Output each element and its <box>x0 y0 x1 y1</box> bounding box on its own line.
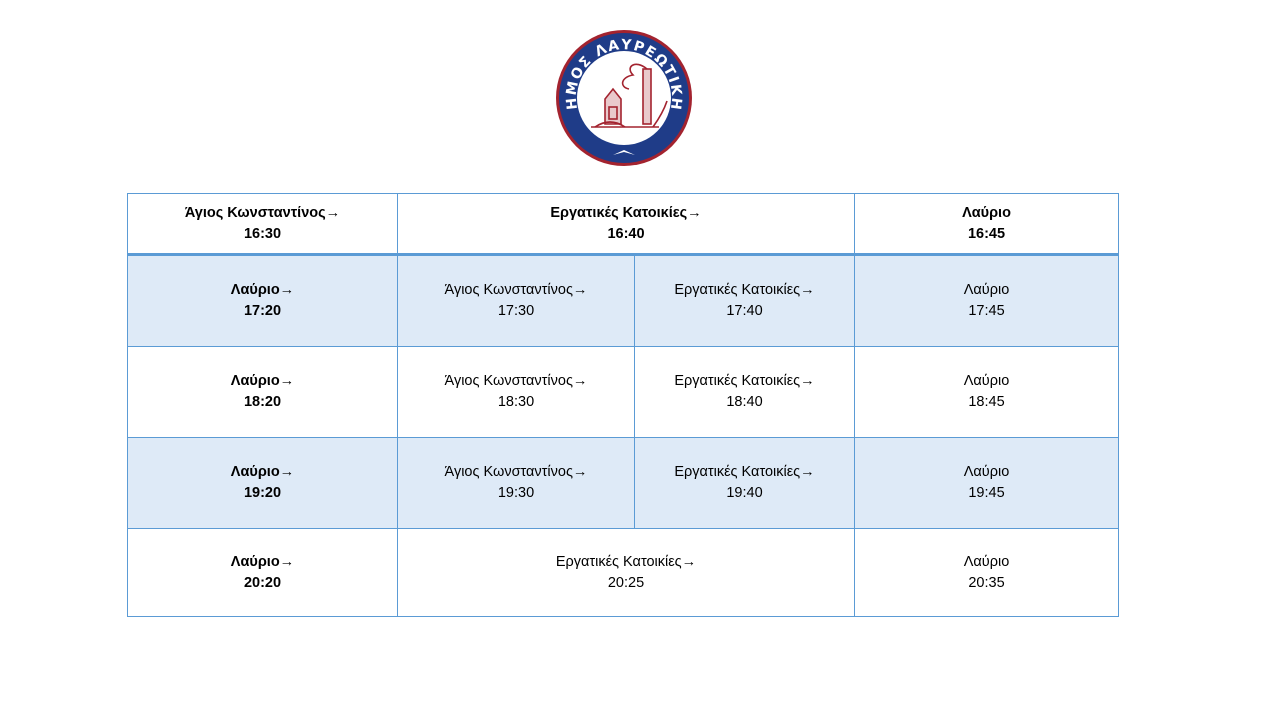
table-cell <box>855 255 1119 347</box>
stop-name: Άγιος Κωνσταντίνος→ <box>444 464 588 480</box>
departure-time: 16:45 <box>967 225 1006 242</box>
table-row <box>128 347 1119 438</box>
departure-time: 19:45 <box>968 485 1005 501</box>
table-cell <box>855 438 1119 529</box>
stop-name: Λαύριο <box>963 553 1010 570</box>
stop-name: Λαύριο <box>963 373 1010 389</box>
departure-time: 17:30 <box>497 303 535 319</box>
table-cell <box>398 438 635 529</box>
header-cell <box>855 194 1119 255</box>
stop-name: Εργατικές Κατοικίες→ <box>674 464 815 480</box>
stop-name: Λαύριο <box>963 282 1010 298</box>
table-cell <box>398 529 855 617</box>
seal-icon <box>555 29 693 167</box>
table-cell <box>128 529 398 617</box>
departure-time: 20:20 <box>243 574 282 591</box>
departure-time: 17:20 <box>243 303 282 319</box>
header-cell <box>128 194 398 255</box>
stop-name: Λαύριο→ <box>230 282 295 298</box>
stop-name: Άγιος Κωνσταντίνος→ <box>444 282 588 298</box>
svg-text:ΔΗΜΟΣ ΛΑΥΡΕΩΤΙΚΗΣ: ΗΜΟΣ ΛΑΥΡΕΩΤΙΚΗ <box>563 37 685 113</box>
stop-name: Λαύριο→ <box>230 464 295 480</box>
departure-time: 20:35 <box>968 574 1005 591</box>
table-cell <box>128 438 398 529</box>
table-cell <box>128 347 398 438</box>
bus-schedule-table <box>127 193 1119 617</box>
departure-time: 18:20 <box>243 394 282 410</box>
stop-name: Άγιος Κωνσταντίνος→ <box>444 373 588 389</box>
stop-name: Λαύριο→ <box>230 373 295 389</box>
departure-time: 17:45 <box>968 303 1005 319</box>
table-cell <box>635 347 855 438</box>
stop-name: Εργατικές Κατοικίες→ <box>555 553 697 570</box>
table-cell <box>855 347 1119 438</box>
table-cell <box>635 255 855 347</box>
stop-name: Εργατικές Κατοικίες→ <box>674 373 815 389</box>
table-row <box>128 529 1119 617</box>
table-cell <box>635 438 855 529</box>
header-cell <box>398 194 855 255</box>
stop-name: Λαύριο→ <box>230 553 295 570</box>
stop-name: Άγιος Κωνσταντίνος→ <box>184 204 341 221</box>
table-cell <box>128 255 398 347</box>
departure-time: 20:25 <box>607 574 645 591</box>
departure-time: 18:40 <box>726 394 763 410</box>
table-cell <box>398 255 635 347</box>
table-row <box>128 438 1119 529</box>
municipality-seal <box>555 29 693 167</box>
departure-time: 19:30 <box>497 485 535 501</box>
stop-name: Εργατικές Κατοικίες→ <box>550 204 702 221</box>
departure-time: 19:40 <box>726 485 763 501</box>
departure-time: 19:20 <box>243 485 282 501</box>
table-cell <box>855 529 1119 617</box>
departure-time: 16:30 <box>243 225 282 242</box>
departure-time: 18:45 <box>968 394 1005 410</box>
header-row <box>128 194 1119 255</box>
departure-time: 16:40 <box>607 225 645 242</box>
table-cell <box>398 347 635 438</box>
stop-name: Λαύριο <box>962 204 1011 221</box>
departure-time: 17:40 <box>726 303 763 319</box>
table-row <box>128 255 1119 347</box>
stop-name: Εργατικές Κατοικίες→ <box>674 282 815 298</box>
departure-time: 18:30 <box>497 394 535 410</box>
stop-name: Λαύριο <box>963 464 1010 480</box>
